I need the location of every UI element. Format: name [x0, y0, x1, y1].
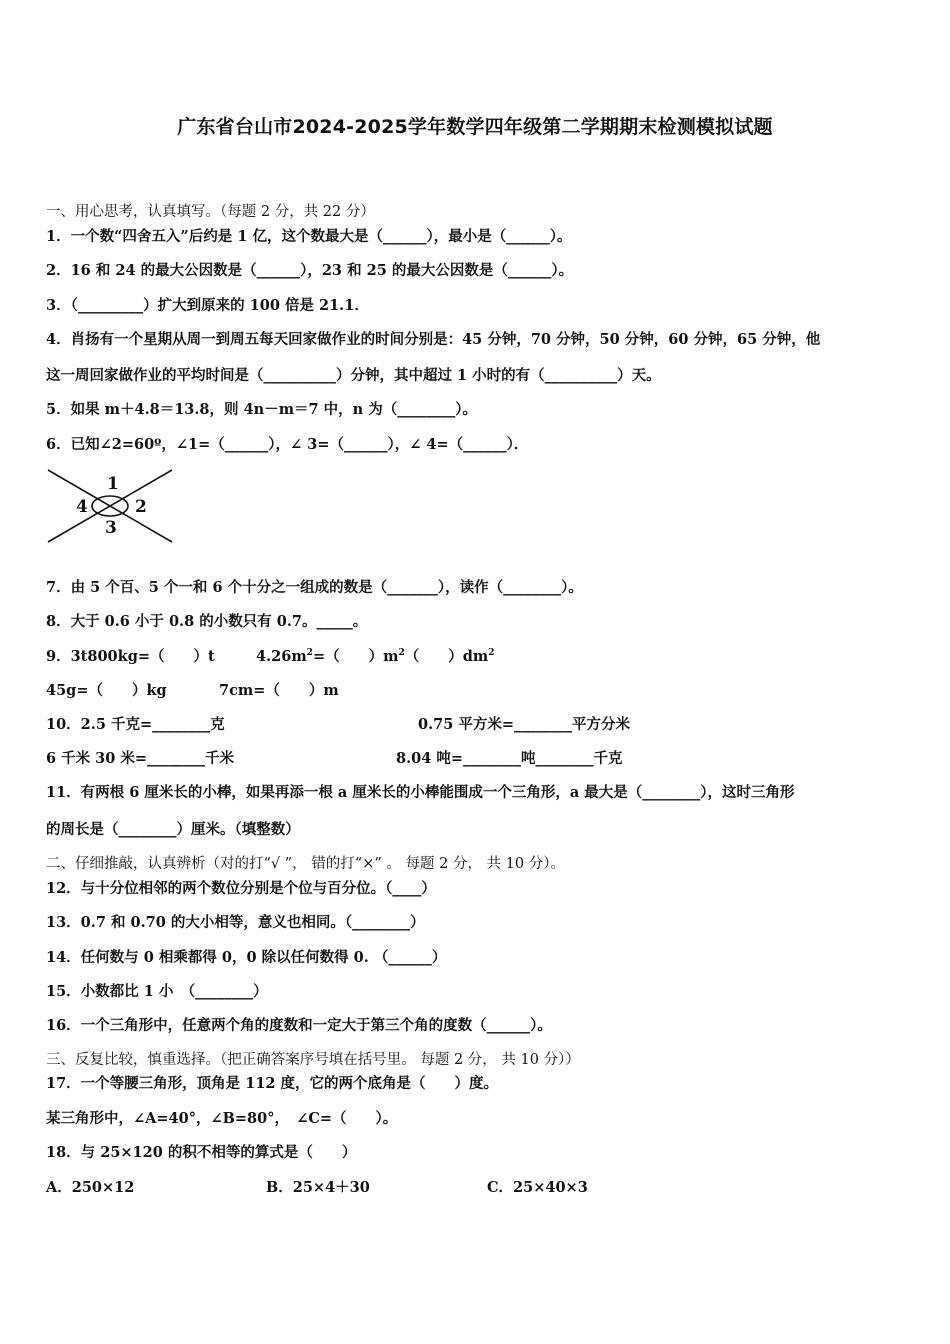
superscript-2: 2 [398, 648, 405, 659]
question-10-a: 10．2.5 千克=________克 [46, 716, 225, 733]
option-c: C．25×40×3 [487, 1179, 588, 1196]
question-9-d: 7cm=（ ）m [219, 682, 339, 699]
question-17: 17．一个等腰三角形，顶角是 112 度，它的两个底角是（ ）度。 [46, 1075, 499, 1092]
page-title: 广东省台山市2024-2025学年数学四年级第二学期期末检测模拟试题 [177, 116, 773, 138]
question-10-b: 0.75 平方米=________平方分米 [418, 716, 631, 733]
question-2: 2．16 和 24 的最大公因数是（______），23 和 25 的最大公因数是（______）。 [46, 262, 574, 279]
question-4-line-2: 这一周回家做作业的平均时间是（__________）分钟，其中超过 1 小时的有（__________）天。 [46, 367, 661, 384]
question-3: 3．（_________）扩大到原来的 100 倍是 21.1． [46, 297, 369, 314]
section-1-heading: 一、用心思考，认真填写。（每题 2 分，共 22 分） [46, 204, 375, 220]
question-10-d: 8.04 吨=________吨________千克 [396, 750, 623, 767]
angle-diagram [44, 466, 178, 546]
question-9-a: 9．3t800kg=（ ）t [46, 648, 215, 665]
question-4-line-1: 4．肖扬有一个星期从周一到周五每天回家做作业的时间分别是：45 分钟，70 分钟，50 分钟，60 分钟，65 分钟，他 [46, 331, 821, 348]
question-8: 8．大于 0.6 小于 0.8 的小数只有 0.7。_____。 [46, 613, 368, 630]
question-10-c: 6 千米 30 米=________千米 [46, 750, 235, 767]
question-1: 1．一个数“四舍五入”后约是 1 亿，这个数最大是（______），最小是（______）。 [46, 228, 572, 245]
question-11-line-1: 11．有两根 6 厘米长的小棒，如果再添一根 a 厘米长的小棒能围成一个三角形，a 最大是（________），这时三角形 [46, 784, 795, 801]
question-9-c: 45g=（ ）kg [46, 682, 167, 699]
section-2-heading: 二、仔细推敲，认真辨析（对的打“√ ”， 错的打“×” 。 每题 2 分， 共 10 分）。 [46, 856, 565, 872]
question-7: 7．由 5 个百、5 个一和 6 个十分之一组成的数是（_______），读作（________）。 [46, 579, 583, 596]
question-14: 14．任何数与 0 相乘都得 0，0 除以任何数得 0. （______） [46, 949, 447, 966]
question-6: 6．已知∠2=60º，∠1=（______），∠ 3=（______），∠ 4=（______）． [46, 436, 529, 453]
angle-label-2: 2 [135, 497, 147, 517]
angle-label-1: 1 [107, 474, 119, 494]
question-5: 5．如果 m＋4.8＝13.8，则 4n－m＝7 中，n 为（________）。 [46, 401, 478, 418]
question-15: 15．小数都比 1 小 （________） [46, 983, 268, 1000]
angle-label-3: 3 [105, 518, 117, 538]
question-16: 16．一个三角形中，任意两个角的度数和一定大于第三个角的度数（______）。 [46, 1017, 552, 1034]
question-11-line-2: 的周长是（________）厘米。（填整数） [46, 821, 300, 838]
question-9-b: $4.26m^2=$（ ）$m^2$（ ）$dm^2$ [256, 648, 495, 665]
question-17-b: 某三角形中，∠A=40°，∠B=80°， ∠C=（ ）。 [46, 1110, 398, 1127]
superscript-2: 2 [306, 648, 313, 659]
angle-label-4: 4 [76, 497, 88, 517]
section-3-heading: 三、反复比较，慎重选择。（把正确答案序号填在括号里。 每题 2 分， 共 10 分）） [46, 1052, 580, 1068]
superscript-2: 2 [488, 648, 495, 659]
question-12: 12．与十分位相邻的两个数位分别是个位与百分位。（____） [46, 880, 436, 897]
option-b: B．25×4＋30 [266, 1179, 370, 1196]
question-18: 18．与 25×120 的积不相等的算式是（ ） [46, 1144, 357, 1161]
option-a: A．250×12 [46, 1179, 135, 1196]
question-13: 13．0.7 和 0.70 的大小相等，意义也相同。（________） [46, 914, 425, 931]
